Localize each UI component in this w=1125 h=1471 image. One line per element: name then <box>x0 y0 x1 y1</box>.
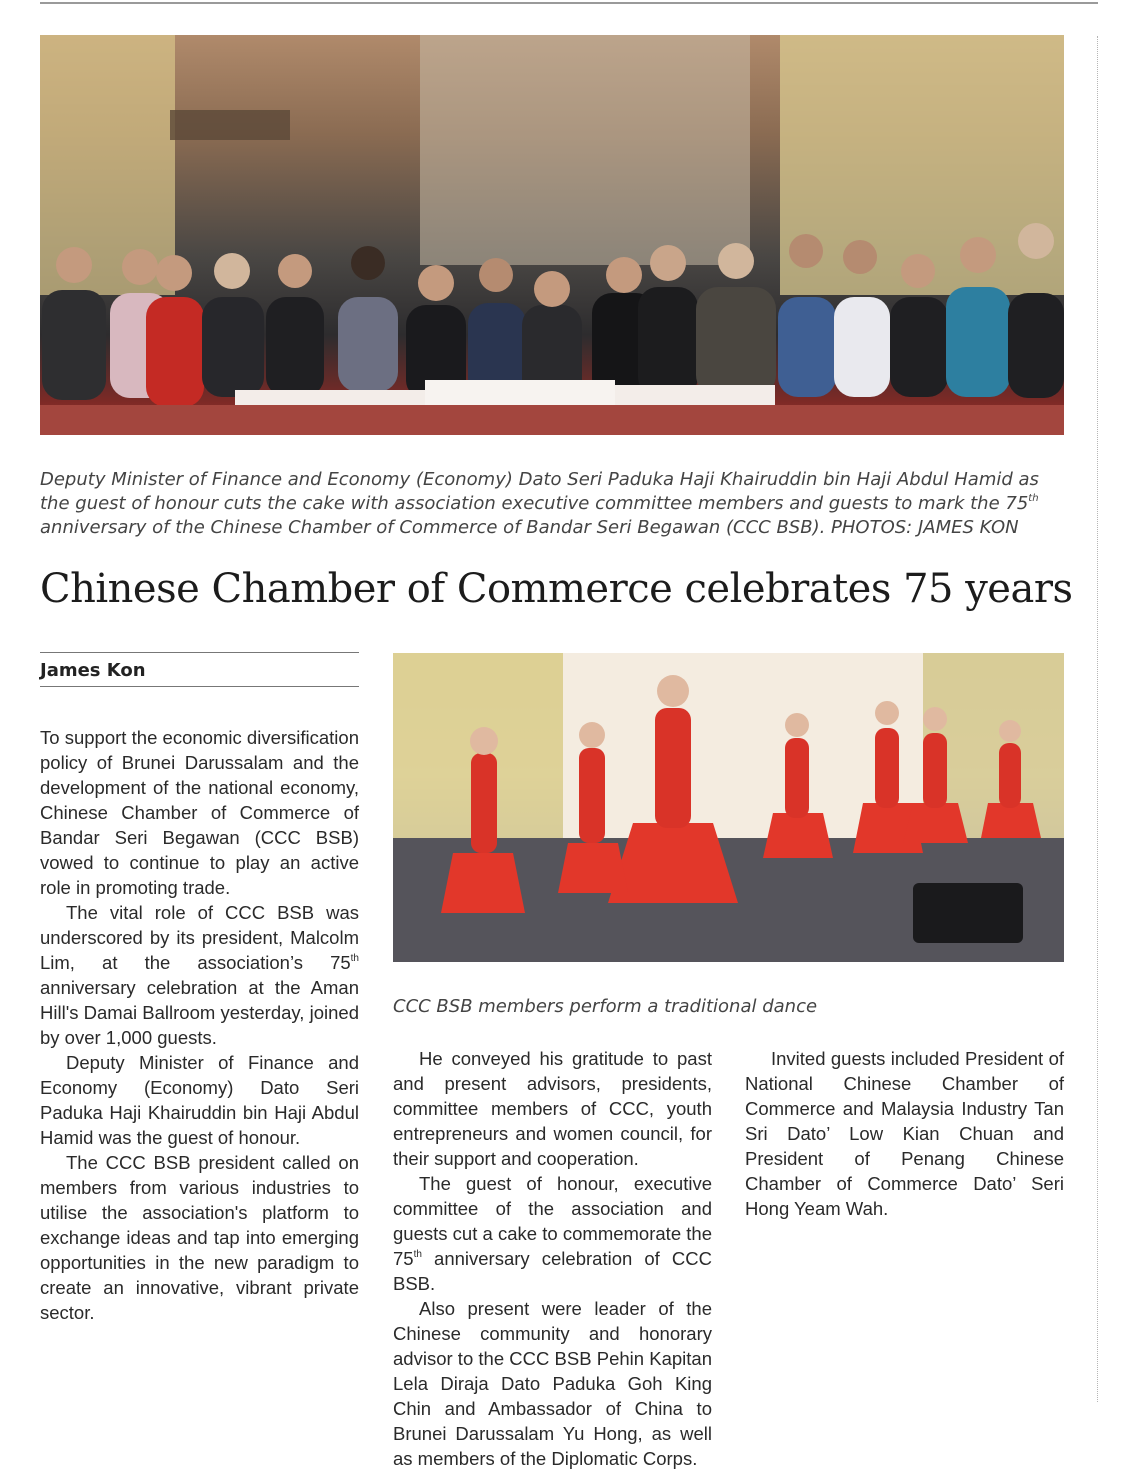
main-photo-caption: Deputy Minister of Finance and Economy (Economy) Dato Seri Paduka Haji Khairuddin bin Haji Abdul Hamid as the guest of honour cuts the cake with association executive committee members and guests to mark the 75th anniversary of the Chinese Chamber of Commerce of Bandar Seri Begawan (CCC BSB). PHOTOS: JAMES KON <box>40 469 1039 538</box>
article-column-3 <box>745 1046 1064 1221</box>
headline: Chinese Chamber of Commerce celebrates 75 years <box>40 566 1073 612</box>
paragraph-5: He conveyed his gratitude to past and present advisors, presidents, committee members of CCC, youth entrepreneurs and women council, for their support and cooperation. <box>393 1048 712 1169</box>
balcony-rail <box>170 110 290 140</box>
paragraph-1: To support the economic diversification policy of Brunei Darussalam and the development of the national economy, Chinese Chamber of Commerce of Bandar Seri Begawan (CCC BSB) vowed to continue to play an active role in promoting trade. <box>40 727 359 898</box>
stage-speaker <box>913 883 1023 943</box>
column-divider <box>1097 36 1098 1402</box>
byline: James Kon <box>40 660 146 681</box>
dance-illustration <box>393 653 1064 962</box>
paragraph-3: Deputy Minister of Finance and Economy (Economy) Dato Seri Paduka Haji Khairuddin bin Haji Abdul Hamid was the guest of honour. <box>40 1052 359 1148</box>
byline-rule-bottom <box>40 686 359 687</box>
article-column-2 <box>393 1046 712 1471</box>
cake-cutting-illustration <box>40 35 1064 435</box>
cake-cutting-photo <box>40 35 1064 435</box>
article-column-1 <box>40 725 359 1325</box>
byline-rule-top <box>40 652 359 653</box>
paragraph-4: The CCC BSB president called on members from various industries to utilise the association's platform to exchange ideas and tap into emerging opportunities in the new paradigm to create an innovative, vibrant private sector. <box>40 1152 359 1323</box>
dance-photo <box>393 653 1064 962</box>
backdrop-screen <box>420 35 750 265</box>
table-cloth <box>40 405 1064 435</box>
cake-right <box>615 385 775 407</box>
paragraph-8: Invited guests included President of National Chinese Chamber of Commerce and Malaysia Industry Tan Sri Dato’ Low Kian Chuan and President of Penang Chinese Chamber of Commerce Dato’ Seri Hong Yeam Wah. <box>745 1048 1064 1219</box>
paragraph-7: Also present were leader of the Chinese community and honorary advisor to the CCC BSB Pehin Kapitan Lela Diraja Dato Paduka Goh King Chin and Ambassador of China to Brunei Darussalam Yu Hong, as well as members of the Diplomatic Corps. <box>393 1298 712 1469</box>
dance-photo-caption: CCC BSB members perform a traditional dance <box>393 996 818 1017</box>
top-rule <box>40 2 1098 4</box>
paragraph-2: The vital role of CCC BSB was underscored by its president, Malcolm Lim, at the association’s 75th anniversary celebration at the Aman Hill's Damai Ballroom yesterday, joined by over 1,000 guests. <box>40 902 359 1048</box>
paragraph-6: The guest of honour, executive committee of the association and guests cut a cake to commemorate the 75th anniversary celebration of CCC BSB. <box>393 1173 712 1294</box>
